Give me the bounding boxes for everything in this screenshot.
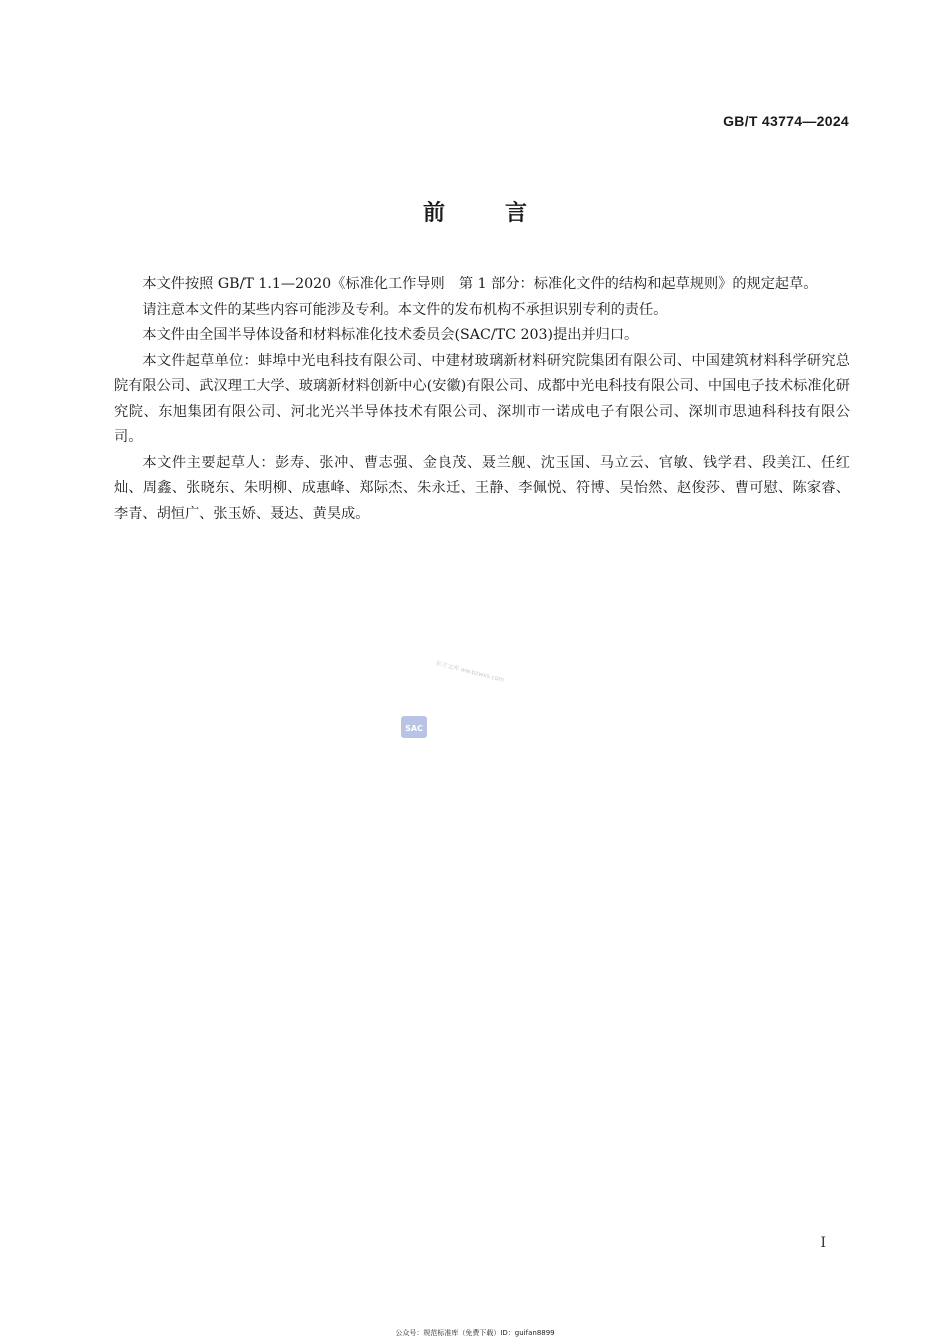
- footer-note: 公众号：规范标准库（免费下载）ID：guifan8899: [395, 1329, 555, 1337]
- paragraph-proposer: 本文件由全国半导体设备和材料标准化技术委员会(SAC/TC 203)提出并归口。: [142, 327, 639, 343]
- foreword-body: [114, 272, 850, 527]
- paragraph-drafters: 本文件主要起草人：彭寿、张冲、曹志强、金良茂、聂兰舰、沈玉国、马立云、官敏、钱学君、段美江、任红灿、周鑫、张晓东、朱明柳、成惠峰、郑际杰、朱永迁、王静、李佩悦、符博、吴怡然、赵俊莎、曹可慰、陈家睿、李青、胡恒广、张玉娇、聂达、黄昊成。: [114, 454, 850, 522]
- page-title: 前言: [422, 201, 587, 226]
- sac-logo: [401, 716, 427, 738]
- paragraph-patent-notice: 请注意本文件的某些内容可能涉及专利。本文件的发布机构不承担识别专利的责任。: [142, 301, 668, 318]
- watermark-text: 东方文库 ww.bzwxs.com: [434, 659, 505, 684]
- paragraph-drafting-rules: 本文件按照 GB/T 1.1—2020《标准化工作导则 第 1 部分：标准化文件的结构和起草规则》的规定起草。: [142, 276, 818, 292]
- page-number: I: [820, 1235, 826, 1251]
- standard-number: GB/T 43774—2024: [723, 113, 849, 129]
- paragraph-drafting-units: 本文件起草单位：蚌埠中光电科技有限公司、中建材玻璃新材料研究院集团有限公司、中国建筑材料科学研究总院有限公司、武汉理工大学、玻璃新材料创新中心(安徽)有限公司、成都中光电科技有限公司、中国电子技术标准化研究院、东旭集团有限公司、河北光兴半导体技术有限公司、深圳市一诺成电子有限公司、深圳市思迪科科技有限公司。: [114, 352, 850, 445]
- sac-logo-text: SAC: [405, 724, 423, 733]
